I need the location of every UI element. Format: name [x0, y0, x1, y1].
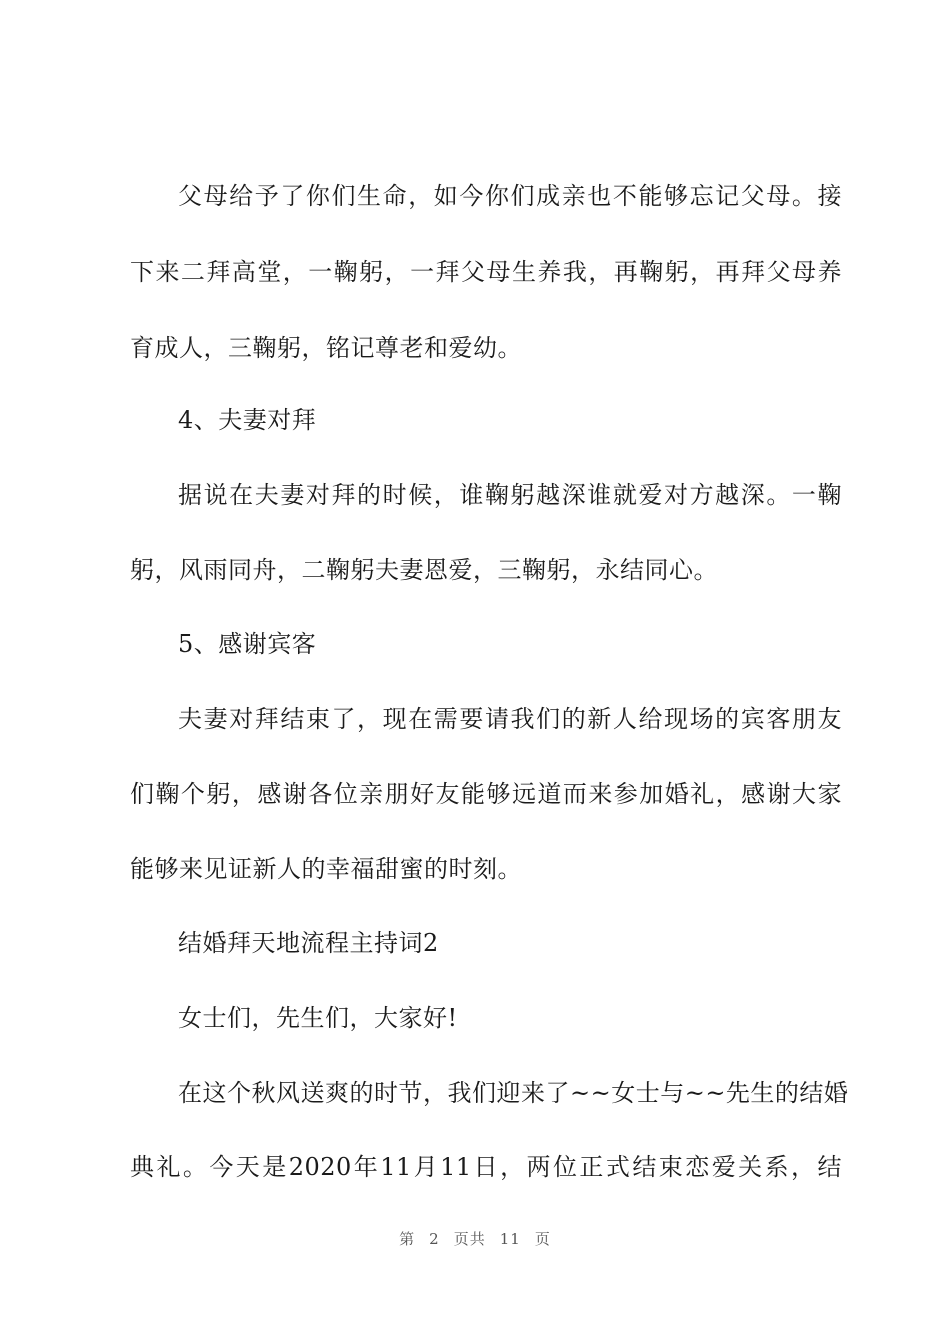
paragraph-line: 夫妻对拜结束了，现在需要请我们的新人给现场的宾客朋友 [178, 705, 842, 733]
paragraph-line: 典礼。今天是2020年11月11日，两位正式结束恋爱关系，结 [130, 1153, 842, 1181]
section-title: 结婚拜天地流程主持词2 [178, 929, 439, 957]
paragraph-line: 躬，风雨同舟，二鞠躬夫妻恩爱，三鞠躬，永结同心。 [130, 556, 718, 584]
paragraph-line: 女士们，先生们，大家好! [178, 1004, 458, 1032]
section-heading: 5、感谢宾客 [178, 630, 317, 658]
paragraph-line: 父母给予了你们生命，如今你们成亲也不能够忘记父母。接 [178, 182, 842, 210]
paragraph-line: 在这个秋风送爽的时节，我们迎来了~~女士与~~先生的结婚 [178, 1079, 849, 1107]
paragraph-line: 育成人，三鞠躬，铭记尊老和爱幼。 [130, 334, 522, 362]
footer-label-end: 页 [534, 1230, 551, 1248]
paragraph-line: 下来二拜高堂，一鞠躬，一拜父母生养我，再鞠躬，再拜父母养 [130, 258, 842, 286]
paragraph-line: 能够来见证新人的幸福甜蜜的时刻。 [130, 855, 522, 883]
footer-label-of: 页共 [453, 1230, 486, 1248]
footer-total-pages: 11 [499, 1230, 521, 1248]
footer-current-page: 2 [429, 1230, 440, 1248]
paragraph-line: 据说在夫妻对拜的时候，谁鞠躬越深谁就爱对方越深。一鞠 [178, 481, 842, 509]
section-heading: 4、夫妻对拜 [178, 406, 317, 434]
paragraph-line: 们鞠个躬，感谢各位亲朋好友能够远道而来参加婚礼，感谢大家 [130, 780, 842, 808]
page-footer [0, 1228, 950, 1249]
footer-label-page: 第 [399, 1230, 416, 1248]
